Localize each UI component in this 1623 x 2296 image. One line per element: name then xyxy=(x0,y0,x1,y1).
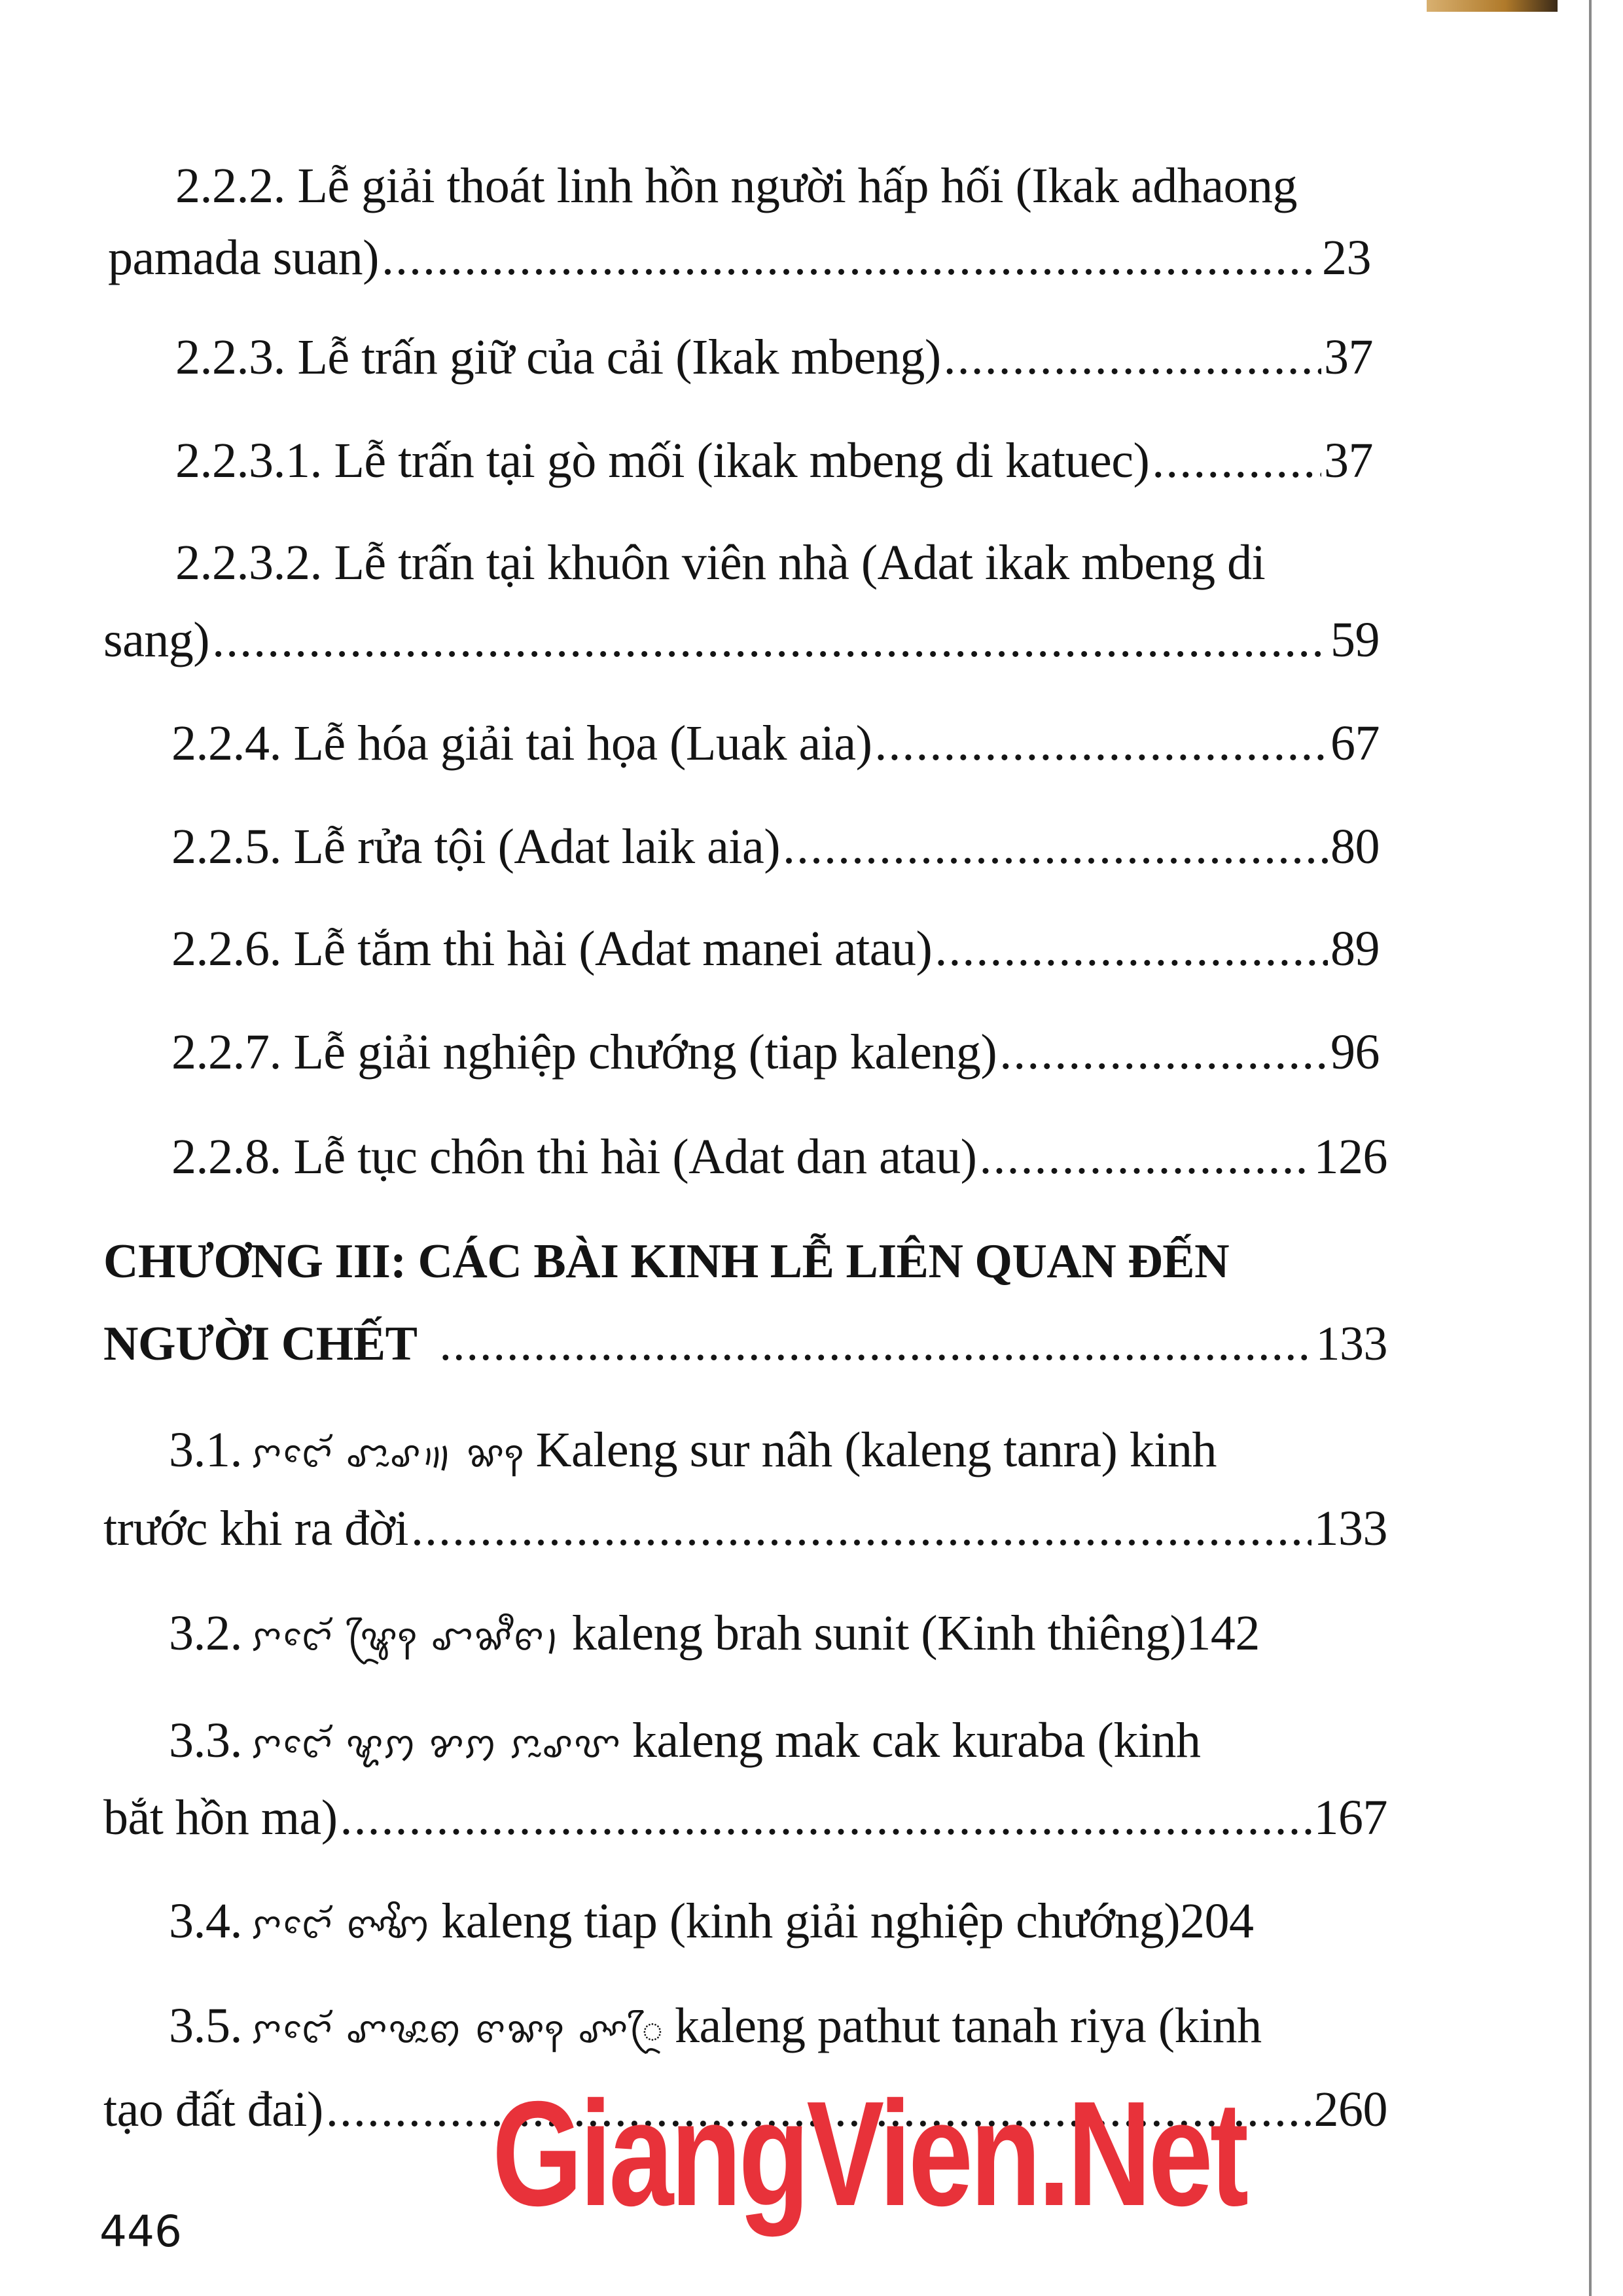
entry-number: 3.1. xyxy=(169,1422,242,1477)
entry-title-cont: sang) xyxy=(103,612,210,667)
entry-title: 2.2.6. Lễ tắm thi hài (Adat manei atau) xyxy=(171,921,933,976)
entry-title: 2.2.2. Lễ giải thoát linh hồn người hấp hối (Ikak adhaong xyxy=(175,158,1297,213)
chapter-title-cont: NGƯỜI CHẾT xyxy=(103,1317,418,1371)
page-ref: 89 xyxy=(1330,921,1380,976)
page-ref: 142 xyxy=(1186,1606,1260,1661)
entry-title: 2.2.7. Lễ giải nghiệp chướng (tiap kaleng) xyxy=(171,1025,997,1080)
page-edge-right xyxy=(1589,0,1592,2296)
leader-dots xyxy=(212,603,1328,677)
page-ref: 126 xyxy=(1313,1129,1387,1184)
entry-title-cont: bắt hồn ma) xyxy=(103,1790,338,1845)
watermark-logo: GiangVien.Net xyxy=(492,2071,1246,2237)
entry-title-cont: trước khi ra đời xyxy=(103,1501,408,1556)
page-number: 446 xyxy=(99,2206,182,2257)
entry-title: 2.2.4. Lễ hóa giải tai họa (Luak aia) xyxy=(171,716,872,771)
entry-title: kaleng mak cak kuraba (kinh xyxy=(632,1713,1201,1768)
cham-script: ꨆꨤꨯꨮ ꨚꨔꨭꩅ ꨓꨗꩍ ꨣꨳꨴ xyxy=(251,2009,664,2051)
leader-dots xyxy=(979,1120,1311,1193)
leader-dots xyxy=(439,1307,1313,1381)
page-ref: 37 xyxy=(1324,330,1373,385)
leader-dots xyxy=(340,1781,1311,1854)
leader-dots xyxy=(382,221,1319,294)
leader-dots xyxy=(874,707,1328,780)
cham-script: ꨆꨤꨯꨮ ꨧꨭꨣ꩟ ꨗꩍ xyxy=(251,1434,526,1475)
entry-title: kaleng brah sunit (Kinh thiêng) xyxy=(571,1606,1186,1661)
page-ref: 133 xyxy=(1313,1501,1387,1556)
page-edge-top xyxy=(1427,0,1558,12)
entry-number: 3.5. xyxy=(169,1998,242,2053)
entry-title: kaleng tiap (kinh giải nghiệp chướng) xyxy=(441,1894,1181,1949)
cham-script: ꨆꨤꨯꨮ ꨓꨳꨩꩇ xyxy=(251,1905,431,1946)
page-ref: 96 xyxy=(1330,1025,1380,1080)
page-ref: 67 xyxy=(1330,716,1380,771)
entry-title: 2.2.3. Lễ trấn giữ của cải (Ikak mbeng) xyxy=(175,330,941,385)
page-ref: 37 xyxy=(1324,433,1373,488)
entry-title: 2.2.3.1. Lễ trấn tại gò mối (ikak mbeng di katuec) xyxy=(175,433,1150,488)
entry-title-cont: pamada suan) xyxy=(108,230,379,285)
entry-title: Kaleng sur nâh (kaleng tanra) kinh xyxy=(535,1422,1217,1477)
chapter-title: CHƯƠNG III: CÁC BÀI KINH LỄ LIÊN QUAN ĐẾN xyxy=(103,1235,1230,1288)
leader-dots xyxy=(1152,424,1321,497)
cham-script: ꨆꨤꨯꨮ ꨠꩀ ꨌꩀ ꨆꨭꨣꨞ xyxy=(251,1724,622,1765)
leader-dots xyxy=(783,810,1328,883)
entry-title: 2.2.8. Lễ tục chôn thi hài (Adat dan atau) xyxy=(171,1129,977,1184)
entry-title: kaleng pathut tanah riya (kinh xyxy=(674,1998,1262,2053)
page-ref: 23 xyxy=(1322,230,1371,285)
page-ref: 167 xyxy=(1313,1790,1387,1845)
cham-script: ꨆꨤꨯꨮ ꨡꨴꩍ ꨧꨗꨫꨓ꩝ xyxy=(251,1617,562,1658)
page-ref: 204 xyxy=(1180,1894,1254,1949)
leader-dots xyxy=(411,1492,1311,1565)
page-ref: 59 xyxy=(1330,612,1380,667)
entry-number: 3.2. xyxy=(169,1606,242,1661)
entry-number: 3.3. xyxy=(169,1713,242,1768)
entry-number: 3.4. xyxy=(169,1894,242,1949)
page-ref: 260 xyxy=(1313,2082,1387,2137)
leader-dots xyxy=(935,912,1328,985)
leader-dots xyxy=(999,1016,1328,1089)
page-ref: 133 xyxy=(1315,1317,1387,1371)
page-ref: 80 xyxy=(1330,819,1380,874)
entry-title: 2.2.3.2. Lễ trấn tại khuôn viên nhà (Adat ikak mbeng di xyxy=(175,535,1266,590)
entry-title-cont: tạo đất đai) xyxy=(103,2082,323,2137)
leader-dots xyxy=(944,321,1321,394)
entry-title: 2.2.5. Lễ rửa tội (Adat laik aia) xyxy=(171,819,781,874)
